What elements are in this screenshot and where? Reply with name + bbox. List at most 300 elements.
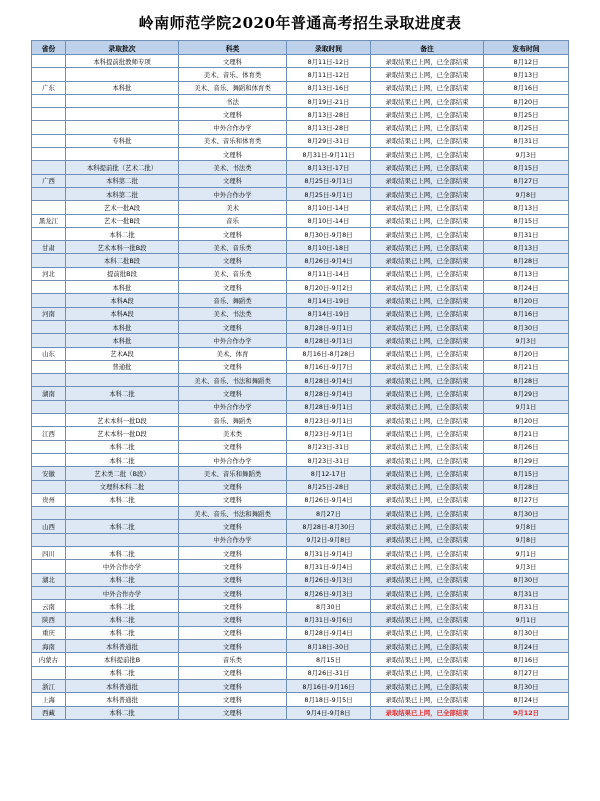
release-cell: 8月20日 <box>484 414 569 427</box>
province-cell <box>32 666 66 679</box>
release-cell: 9月8日 <box>484 533 569 546</box>
table-row <box>32 387 569 400</box>
category-cell: 文理科 <box>179 480 287 493</box>
category-cell: 文理科 <box>179 679 287 692</box>
category-cell: 文理科 <box>179 560 287 573</box>
table-row <box>32 281 569 294</box>
note-cell: 录取结果已上网，已全部结束 <box>371 640 484 653</box>
batch-cell: 本科二批 <box>66 666 179 679</box>
province-cell <box>32 134 66 147</box>
category-cell: 文理科 <box>179 320 287 333</box>
time-cell: 9月4日-9月8日 <box>287 706 371 719</box>
category-cell: 文理科 <box>179 546 287 559</box>
note-cell: 录取结果已上网，已全部结束 <box>371 626 484 639</box>
release-cell: 8月31日 <box>484 227 569 240</box>
province-cell: 湖南 <box>32 387 66 400</box>
release-cell: 8月27日 <box>484 666 569 679</box>
time-cell: 8月28日-9月1日 <box>287 400 371 413</box>
table-row <box>32 360 569 373</box>
table-row <box>32 480 569 493</box>
time-cell: 8月28日-9月4日 <box>287 626 371 639</box>
batch-cell: 本科提前批（艺术二批） <box>66 161 179 174</box>
province-cell: 甘肃 <box>32 241 66 254</box>
note-cell: 录取结果已上网，已全部结束 <box>371 307 484 320</box>
note-cell: 录取结果已上网，已全部结束 <box>371 467 484 480</box>
table-row <box>32 134 569 147</box>
table-row <box>32 174 569 187</box>
province-cell <box>32 201 66 214</box>
release-cell: 9月3日 <box>484 148 569 161</box>
table-row <box>32 68 569 81</box>
batch-cell: 本科二批 <box>66 706 179 719</box>
note-cell: 录取结果已上网，已全部结束 <box>371 387 484 400</box>
time-cell: 8月10日-14日 <box>287 214 371 227</box>
category-cell: 音乐、舞蹈类 <box>179 294 287 307</box>
province-cell <box>32 148 66 161</box>
table-row <box>32 294 569 307</box>
category-cell: 文理科 <box>179 666 287 679</box>
release-cell: 8月21日 <box>484 427 569 440</box>
province-cell <box>32 480 66 493</box>
note-cell: 录取结果已上网，已全部结束 <box>371 427 484 440</box>
release-cell: 8月30日 <box>484 573 569 586</box>
release-cell: 8月31日 <box>484 134 569 147</box>
time-cell: 8月11日-12日 <box>287 68 371 81</box>
province-cell <box>32 507 66 520</box>
province-cell: 山西 <box>32 520 66 533</box>
table-row <box>32 187 569 200</box>
category-cell: 文理科 <box>179 706 287 719</box>
note-cell: 录取结果已上网，已全部结束 <box>371 294 484 307</box>
category-cell: 文理科 <box>179 174 287 187</box>
note-cell: 录取结果已上网，已全部结束 <box>371 121 484 134</box>
time-cell: 8月31日-9月4日 <box>287 560 371 573</box>
batch-cell: 本科二批 <box>66 626 179 639</box>
release-cell: 9月1日 <box>484 546 569 559</box>
time-cell: 8月25日-9月1日 <box>287 174 371 187</box>
note-cell: 录取结果已上网，已全部结束 <box>371 493 484 506</box>
category-cell: 美术、音乐、书法和舞蹈类 <box>179 507 287 520</box>
category-cell: 美术、体育 <box>179 347 287 360</box>
time-cell: 8月16日-9月7日 <box>287 360 371 373</box>
note-cell: 录取结果已上网，已全部结束 <box>371 267 484 280</box>
time-cell: 8月11日-14日 <box>287 267 371 280</box>
category-cell: 文理科 <box>179 573 287 586</box>
batch-cell: 本科普通批 <box>66 640 179 653</box>
table-row <box>32 214 569 227</box>
time-cell: 8月27日 <box>287 507 371 520</box>
note-cell: 录取结果已上网，已全部结束 <box>371 453 484 466</box>
batch-cell: 本科二批 <box>66 600 179 613</box>
table-row <box>32 546 569 559</box>
note-cell: 录取结果已上网，已全部结束 <box>371 254 484 267</box>
time-cell: 8月16日-9月16日 <box>287 679 371 692</box>
batch-cell: 本科提前批B <box>66 653 179 666</box>
time-cell: 8月23日-31日 <box>287 453 371 466</box>
category-cell: 音乐、舞蹈类 <box>179 414 287 427</box>
note-cell: 录取结果已上网，已全部结束 <box>371 68 484 81</box>
note-cell: 录取结果已上网，已全部结束 <box>371 360 484 373</box>
time-cell: 8月28日-9月1日 <box>287 320 371 333</box>
note-cell: 录取结果已上网，已全部结束 <box>371 55 484 68</box>
category-cell: 美术、音乐和舞蹈类 <box>179 467 287 480</box>
time-cell: 8月23日-31日 <box>287 440 371 453</box>
batch-cell <box>66 148 179 161</box>
release-cell: 8月21日 <box>484 360 569 373</box>
batch-cell: 提前批B段 <box>66 267 179 280</box>
batch-cell: 本科A段 <box>66 307 179 320</box>
time-cell: 8月15日 <box>287 653 371 666</box>
release-cell: 8月31日 <box>484 600 569 613</box>
category-cell: 中外合作办学 <box>179 187 287 200</box>
table-row <box>32 440 569 453</box>
category-cell: 美术 <box>179 201 287 214</box>
batch-cell: 艺术类二批（B段） <box>66 467 179 480</box>
release-cell: 8月20日 <box>484 347 569 360</box>
table-row <box>32 148 569 161</box>
table-row <box>32 666 569 679</box>
province-cell <box>32 121 66 134</box>
note-cell: 录取结果已上网，已全部结束 <box>371 507 484 520</box>
note-cell: 录取结果已上网，已全部结束 <box>371 480 484 493</box>
note-cell: 录取结果已上网，已全部结束 <box>371 440 484 453</box>
release-cell: 9月8日 <box>484 187 569 200</box>
province-cell: 海南 <box>32 640 66 653</box>
category-cell: 文理科 <box>179 693 287 706</box>
province-cell <box>32 533 66 546</box>
note-cell: 录取结果已上网，已全部结束 <box>371 320 484 333</box>
table-row <box>32 374 569 387</box>
table-row <box>32 227 569 240</box>
category-cell: 文理科 <box>179 640 287 653</box>
category-cell: 文理科 <box>179 254 287 267</box>
release-cell: 9月12日 <box>484 706 569 719</box>
category-cell: 文理科 <box>179 387 287 400</box>
province-cell <box>32 453 66 466</box>
release-cell: 8月30日 <box>484 320 569 333</box>
time-cell: 8月18日-9月5日 <box>287 693 371 706</box>
header-admission-time: 录取时间 <box>287 41 371 55</box>
category-cell: 中外合作办学 <box>179 121 287 134</box>
table-row <box>32 679 569 692</box>
release-cell: 8月28日 <box>484 480 569 493</box>
note-cell: 录取结果已上网，已全部结束 <box>371 214 484 227</box>
table-row <box>32 347 569 360</box>
table-row <box>32 334 569 347</box>
release-cell: 9月8日 <box>484 520 569 533</box>
note-cell: 录取结果已上网，已全部结束 <box>371 400 484 413</box>
table-row <box>32 267 569 280</box>
time-cell: 8月26日-9月3日 <box>287 573 371 586</box>
release-cell: 8月13日 <box>484 201 569 214</box>
batch-cell: 专科批 <box>66 134 179 147</box>
table-row <box>32 640 569 653</box>
batch-cell <box>66 94 179 107</box>
note-cell: 录取结果已上网，已全部结束 <box>371 201 484 214</box>
note-cell: 录取结果已上网，已全部结束 <box>371 281 484 294</box>
batch-cell: 艺术一批B段 <box>66 214 179 227</box>
release-cell: 8月31日 <box>484 586 569 599</box>
time-cell: 8月14日-19日 <box>287 307 371 320</box>
table-row <box>32 520 569 533</box>
release-cell: 8月28日 <box>484 374 569 387</box>
category-cell: 文理科 <box>179 493 287 506</box>
table-row <box>32 161 569 174</box>
time-cell: 8月10日-14日 <box>287 201 371 214</box>
time-cell: 8月12-17日 <box>287 467 371 480</box>
note-cell: 录取结果已上网，已全部结束 <box>371 693 484 706</box>
table-row <box>32 706 569 719</box>
note-cell: 录取结果已上网，已全部结束 <box>371 586 484 599</box>
note-cell: 录取结果已上网，已全部结束 <box>371 533 484 546</box>
release-cell: 8月12日 <box>484 55 569 68</box>
note-cell: 录取结果已上网，已全部结束 <box>371 414 484 427</box>
batch-cell: 中外合作办学 <box>66 560 179 573</box>
release-cell: 8月20日 <box>484 294 569 307</box>
category-cell: 音乐类 <box>179 653 287 666</box>
category-cell: 美术、音乐类 <box>179 267 287 280</box>
table-row <box>32 94 569 107</box>
batch-cell <box>66 374 179 387</box>
note-cell: 录取结果已上网，已全部结束 <box>371 560 484 573</box>
table-row <box>32 533 569 546</box>
time-cell: 8月30日-9月8日 <box>287 227 371 240</box>
header-release-date: 发布时间 <box>484 41 569 55</box>
table-row <box>32 121 569 134</box>
category-cell: 文理科 <box>179 613 287 626</box>
batch-cell: 本科第二批 <box>66 187 179 200</box>
release-cell: 8月26日 <box>484 440 569 453</box>
table-row <box>32 493 569 506</box>
table-row <box>32 81 569 94</box>
category-cell: 文理科 <box>179 626 287 639</box>
province-cell: 河南 <box>32 307 66 320</box>
time-cell: 8月23日-9月1日 <box>287 427 371 440</box>
category-cell: 美术、书法类 <box>179 161 287 174</box>
province-cell: 陕西 <box>32 613 66 626</box>
time-cell: 8月31日-9月11日 <box>287 148 371 161</box>
table-row <box>32 600 569 613</box>
table-row <box>32 400 569 413</box>
time-cell: 8月13日-17日 <box>287 161 371 174</box>
batch-cell: 本科普通批 <box>66 679 179 692</box>
category-cell: 美术类 <box>179 427 287 440</box>
release-cell: 8月16日 <box>484 653 569 666</box>
province-cell <box>32 55 66 68</box>
category-cell: 文理科 <box>179 360 287 373</box>
note-cell: 录取结果已上网，已全部结束 <box>371 94 484 107</box>
category-cell: 文理科 <box>179 227 287 240</box>
province-cell: 重庆 <box>32 626 66 639</box>
time-cell: 8月26日-9月4日 <box>287 493 371 506</box>
note-cell: 录取结果已上网，已全部结束 <box>371 520 484 533</box>
header-province: 省份 <box>32 41 66 55</box>
table-row <box>32 560 569 573</box>
note-cell: 录取结果已上网，已全部结束 <box>371 679 484 692</box>
time-cell: 9月2日-9月8日 <box>287 533 371 546</box>
time-cell: 8月25日-28日 <box>287 480 371 493</box>
batch-cell: 本科A段 <box>66 294 179 307</box>
release-cell: 8月28日 <box>484 254 569 267</box>
batch-cell: 文理科本科二批 <box>66 480 179 493</box>
batch-cell: 本科批 <box>66 334 179 347</box>
time-cell: 8月20日-9月2日 <box>287 281 371 294</box>
category-cell: 文理科 <box>179 148 287 161</box>
batch-cell: 本科批 <box>66 81 179 94</box>
category-cell: 中外合作办学 <box>179 334 287 347</box>
batch-cell: 本科普通批 <box>66 693 179 706</box>
province-cell <box>32 68 66 81</box>
category-cell: 美术、音乐和体育类 <box>179 134 287 147</box>
note-cell: 录取结果已上网，已全部结束 <box>371 573 484 586</box>
batch-cell: 本科第二批 <box>66 174 179 187</box>
time-cell: 8月26日-9月4日 <box>287 254 371 267</box>
category-cell: 文理科 <box>179 520 287 533</box>
province-cell <box>32 414 66 427</box>
note-cell: 录取结果已上网，已全部结束 <box>371 161 484 174</box>
table-row <box>32 507 569 520</box>
note-cell: 录取结果已上网，已全部结束 <box>371 108 484 121</box>
release-cell: 8月29日 <box>484 387 569 400</box>
time-cell: 8月28日-8月30日 <box>287 520 371 533</box>
admission-progress-table <box>31 40 569 720</box>
category-cell: 美术、音乐、体育类 <box>179 68 287 81</box>
time-cell: 8月16日-8月28日 <box>287 347 371 360</box>
release-cell: 8月25日 <box>484 108 569 121</box>
province-cell: 安徽 <box>32 467 66 480</box>
category-cell: 中外合作办学 <box>179 533 287 546</box>
time-cell: 8月28日-9月4日 <box>287 387 371 400</box>
batch-cell: 本科二批 <box>66 520 179 533</box>
release-cell: 8月30日 <box>484 679 569 692</box>
category-cell: 美术、音乐、舞蹈和体育类 <box>179 81 287 94</box>
province-cell: 贵州 <box>32 493 66 506</box>
time-cell: 8月14日-19日 <box>287 294 371 307</box>
release-cell: 9月1日 <box>484 400 569 413</box>
time-cell: 8月18日-30日 <box>287 640 371 653</box>
release-cell: 8月24日 <box>484 640 569 653</box>
province-cell: 黑龙江 <box>32 214 66 227</box>
province-cell <box>32 374 66 387</box>
release-cell: 8月15日 <box>484 161 569 174</box>
time-cell: 8月31日-9月6日 <box>287 613 371 626</box>
note-cell: 录取结果已上网，已全部结束 <box>371 653 484 666</box>
table-row <box>32 586 569 599</box>
release-cell: 8月13日 <box>484 267 569 280</box>
province-cell <box>32 586 66 599</box>
release-cell: 8月25日 <box>484 121 569 134</box>
table-row <box>32 427 569 440</box>
category-cell: 文理科 <box>179 55 287 68</box>
time-cell: 8月13日-28日 <box>287 121 371 134</box>
province-cell: 湖北 <box>32 573 66 586</box>
province-cell: 河北 <box>32 267 66 280</box>
category-cell: 中外合作办学 <box>179 400 287 413</box>
province-cell: 上海 <box>32 693 66 706</box>
release-cell: 9月3日 <box>484 560 569 573</box>
batch-cell: 本科二批 <box>66 440 179 453</box>
header-note: 备注 <box>371 41 484 55</box>
note-cell: 录取结果已上网，已全部结束 <box>371 187 484 200</box>
batch-cell <box>66 507 179 520</box>
release-cell: 9月1日 <box>484 613 569 626</box>
batch-cell: 中外合作办学 <box>66 586 179 599</box>
province-cell <box>32 227 66 240</box>
category-cell: 美术、书法类 <box>179 307 287 320</box>
time-cell: 8月19日-21日 <box>287 94 371 107</box>
time-cell: 8月31日-9月4日 <box>287 546 371 559</box>
province-cell <box>32 254 66 267</box>
note-cell: 录取结果已上网，已全部结束 <box>371 600 484 613</box>
time-cell: 8月28日-9月4日 <box>287 374 371 387</box>
batch-cell: 艺术A段 <box>66 347 179 360</box>
table-row <box>32 254 569 267</box>
note-cell: 录取结果已上网，已全部结束 <box>371 666 484 679</box>
note-cell: 录取结果已上网，已全部结束 <box>371 81 484 94</box>
header-category: 科类 <box>179 41 287 55</box>
release-cell: 8月20日 <box>484 94 569 107</box>
table-row <box>32 414 569 427</box>
batch-cell: 本科提前批教师专项 <box>66 55 179 68</box>
province-cell <box>32 294 66 307</box>
time-cell: 8月11日-12日 <box>287 55 371 68</box>
province-cell: 内蒙古 <box>32 653 66 666</box>
release-cell: 8月13日 <box>484 241 569 254</box>
batch-cell: 本科二批 <box>66 227 179 240</box>
batch-cell <box>66 400 179 413</box>
province-cell: 四川 <box>32 546 66 559</box>
table-row <box>32 626 569 639</box>
province-cell: 西藏 <box>32 706 66 719</box>
time-cell: 8月13日-16日 <box>287 81 371 94</box>
category-cell: 文理科 <box>179 600 287 613</box>
batch-cell: 本科二批B段 <box>66 254 179 267</box>
table-row <box>32 320 569 333</box>
time-cell: 8月30日 <box>287 600 371 613</box>
table-row <box>32 653 569 666</box>
table-row <box>32 613 569 626</box>
batch-cell: 艺术本科一批D段 <box>66 427 179 440</box>
time-cell: 8月29日-31日 <box>287 134 371 147</box>
province-cell <box>32 108 66 121</box>
time-cell: 8月13日-28日 <box>287 108 371 121</box>
batch-cell <box>66 121 179 134</box>
release-cell: 9月3日 <box>484 334 569 347</box>
time-cell: 8月23日-9月1日 <box>287 414 371 427</box>
province-cell <box>32 560 66 573</box>
page-title: 岭南师范学院2020年普通高考招生录取进度表 <box>138 14 462 32</box>
release-cell: 8月13日 <box>484 68 569 81</box>
batch-cell: 艺术本科一批B段 <box>66 241 179 254</box>
table-row <box>32 573 569 586</box>
batch-cell <box>66 108 179 121</box>
province-cell: 云南 <box>32 600 66 613</box>
category-cell: 中外合作办学 <box>179 453 287 466</box>
note-cell: 录取结果已上网，已全部结束 <box>371 347 484 360</box>
province-cell: 山东 <box>32 347 66 360</box>
province-cell <box>32 360 66 373</box>
release-cell: 8月15日 <box>484 467 569 480</box>
release-cell: 8月24日 <box>484 281 569 294</box>
table-row <box>32 201 569 214</box>
batch-cell <box>66 533 179 546</box>
batch-cell: 艺术本科一批D段 <box>66 414 179 427</box>
category-cell: 文理科 <box>179 281 287 294</box>
note-cell: 录取结果已上网，已全部结束 <box>371 334 484 347</box>
category-cell: 美术、音乐、书法和舞蹈类 <box>179 374 287 387</box>
time-cell: 8月10日-18日 <box>287 241 371 254</box>
release-cell: 8月27日 <box>484 174 569 187</box>
